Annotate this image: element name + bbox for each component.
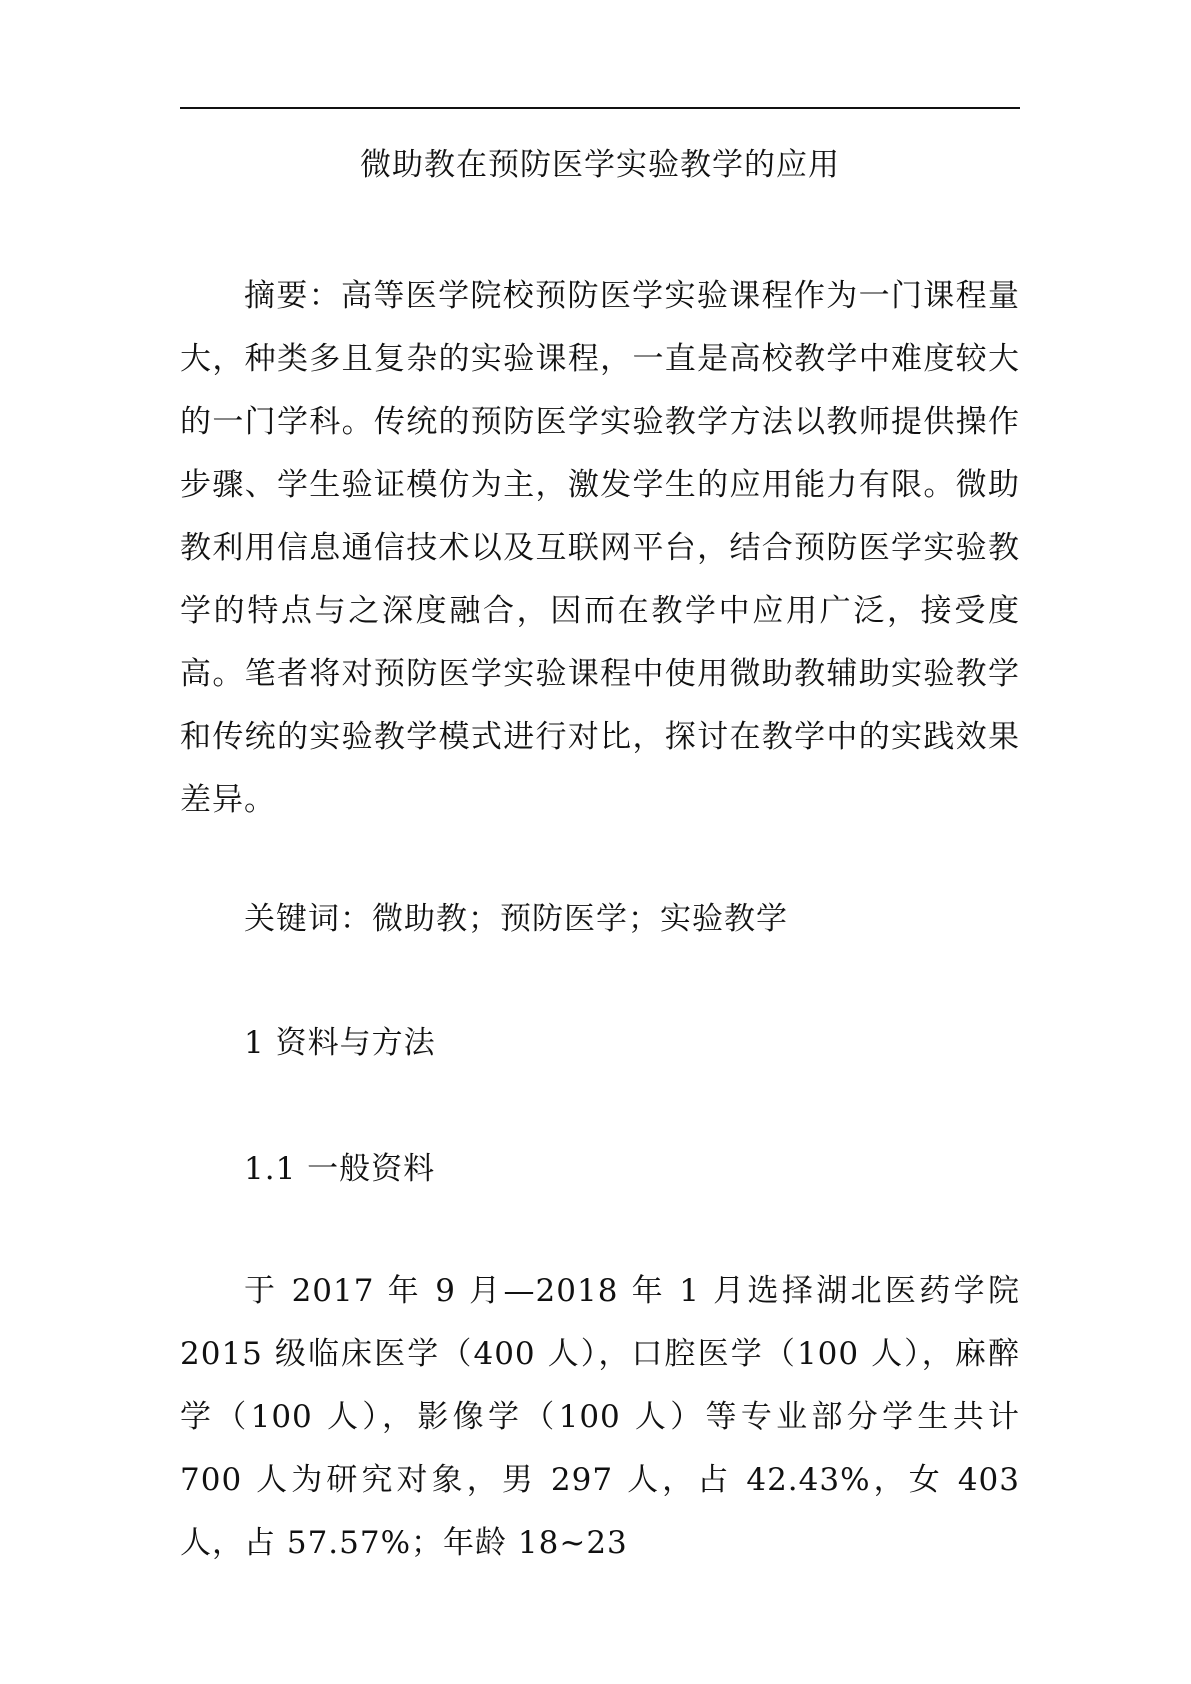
- section-1-1-body: 于 2017 年 9 月—2018 年 1 月选择湖北医药学院 2015 级临床医学（400 人），口腔医学（100 人），麻醉学（100 人），影像学（100 人）等专业部分学生共计 700 人为研究对象，男 297 人，占 42.43%，女 403 人，占 57.57%；年龄 18~23: [180, 1273, 1020, 1561]
- header-rule: [180, 107, 1020, 109]
- section-1-heading: 1 资料与方法: [244, 1025, 436, 1061]
- section-1-1-heading: 1.1 一般资料: [244, 1151, 436, 1187]
- document-title: 微助教在预防医学实验教学的应用: [360, 147, 840, 183]
- abstract-paragraph: 摘要：高等医学院校预防医学实验课程作为一门课程量大，种类多且复杂的实验课程，一直是高校教学中难度较大的一门学科。传统的预防医学实验教学方法以教师提供操作步骤、学生验证模仿为主，激发学生的应用能力有限。微助教利用信息通信技术以及互联网平台，结合预防医学实验教学的特点与之深度融合，因而在教学中应用广泛，接受度高。笔者将对预防医学实验课程中使用微助教辅助实验教学和传统的实验教学模式进行对比，探讨在教学中的实践效果差异。: [180, 278, 1020, 818]
- keywords-line: 关键词：微助教；预防医学；实验教学: [244, 901, 788, 937]
